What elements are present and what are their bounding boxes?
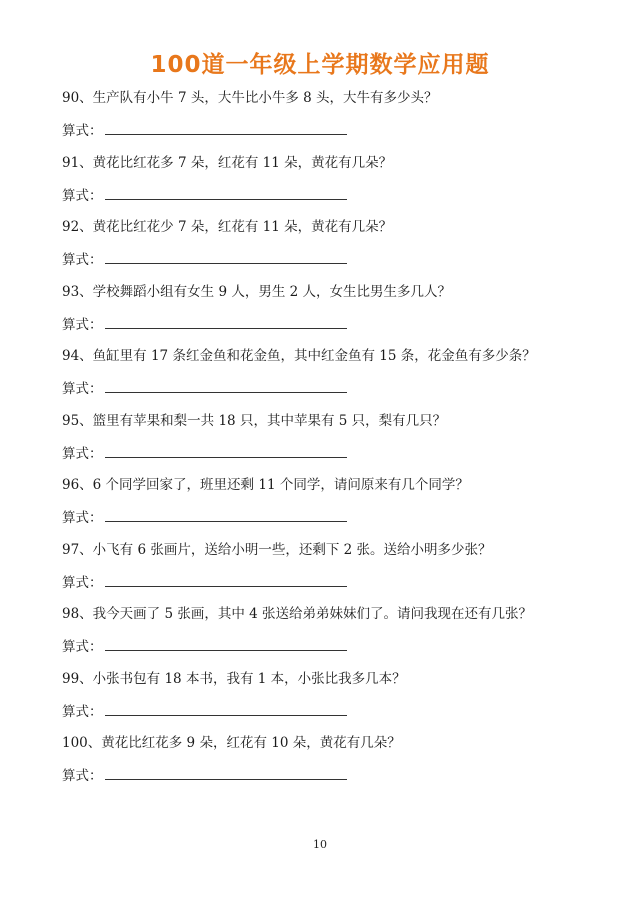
answer-line (105, 123, 347, 135)
formula-row (62, 315, 602, 335)
question-text: 99、小张书包有 18 本书，我有 1 本，小张比我多几本？ (62, 670, 406, 687)
page-number: 10 (313, 838, 327, 851)
formula-row (62, 379, 602, 399)
question-text: 97、小飞有 6 张画片，送给小明一些，还剩下 2 张。送给小明多少张？ (62, 541, 492, 558)
formula-row (62, 186, 602, 206)
answer-line (105, 768, 347, 780)
question-item (62, 411, 602, 476)
question-text: 93、学校舞蹈小组有女生 9 人，男生 2 人，女生比男生多几人？ (62, 283, 452, 300)
question-list (62, 88, 602, 798)
answer-line (105, 188, 347, 200)
answer-line (105, 575, 347, 587)
formula-label: 算式： (62, 445, 103, 462)
formula-label: 算式： (62, 316, 103, 333)
formula-row (62, 637, 602, 657)
question-item (62, 604, 602, 669)
answer-line (105, 252, 347, 264)
question-item (62, 217, 602, 282)
question-text: 96、6 个同学回家了，班里还剩 11 个同学，请问原来有几个同学？ (62, 477, 469, 493)
formula-row (62, 121, 602, 141)
answer-line (105, 639, 347, 651)
question-item (62, 153, 602, 218)
formula-row (62, 766, 602, 786)
formula-row (62, 250, 602, 270)
formula-row (62, 573, 602, 593)
question-text: 100、黄花比红花多 9 朵，红花有 10 朵，黄花有几朵？ (62, 735, 401, 751)
answer-line (105, 381, 347, 393)
formula-label: 算式： (62, 768, 103, 784)
formula-label: 算式： (62, 703, 103, 720)
answer-line (105, 510, 347, 522)
question-item (62, 346, 602, 411)
formula-row (62, 702, 602, 722)
question-item (62, 475, 602, 540)
answer-line (105, 446, 347, 458)
question-item (62, 88, 602, 153)
formula-label: 算式： (62, 381, 103, 397)
question-item (62, 282, 602, 347)
formula-label: 算式： (62, 252, 103, 268)
question-text: 91、黄花比红花多 7 朵，红花有 11 朵，黄花有几朵？ (62, 154, 393, 171)
question-text: 92、黄花比红花少 7 朵，红花有 11 朵，黄花有几朵？ (62, 219, 393, 235)
question-text: 90、生产队有小牛 7 头，大牛比小牛多 8 头，大牛有多少头？ (62, 90, 438, 106)
question-item (62, 669, 602, 734)
question-text: 95、篮里有苹果和梨一共 18 只，其中苹果有 5 只，梨有几只？ (62, 412, 447, 429)
formula-label: 算式： (62, 574, 103, 591)
formula-row (62, 444, 602, 464)
page-title: 100道一年级上学期数学应用题 (150, 52, 490, 78)
question-item (62, 540, 602, 605)
formula-label: 算式： (62, 639, 103, 655)
answer-line (105, 317, 347, 329)
question-item (62, 733, 602, 798)
formula-row (62, 508, 602, 528)
question-text: 98、我今天画了 5 张画，其中 4 张送给弟弟妹妹们了。请问我现在还有几张？ (62, 606, 533, 622)
formula-label: 算式： (62, 510, 103, 526)
formula-label: 算式： (62, 123, 103, 139)
formula-label: 算式： (62, 187, 103, 204)
question-text: 94、鱼缸里有 17 条红金鱼和花金鱼，其中红金鱼有 15 条，花金鱼有多少条？ (62, 348, 536, 364)
answer-line (105, 704, 347, 716)
